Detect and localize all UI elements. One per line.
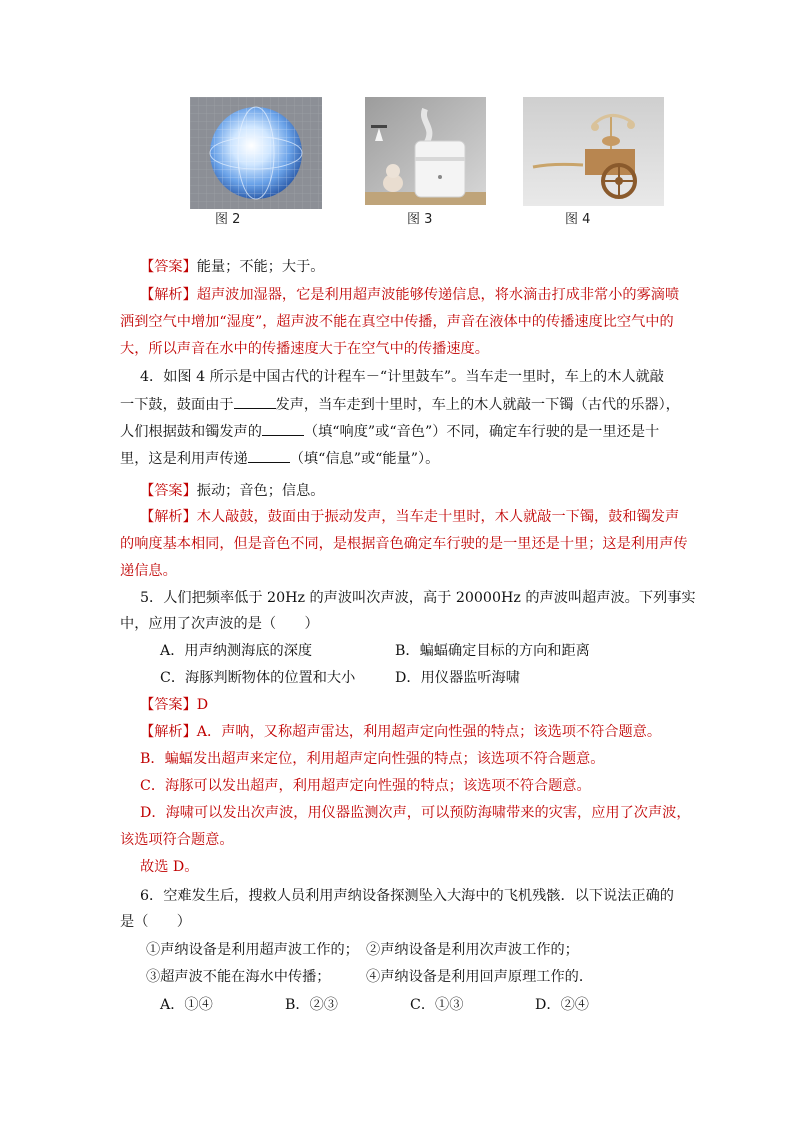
q3-answer-text: 能量；不能；大于。 xyxy=(196,259,325,275)
q4-answer xyxy=(140,481,324,501)
q4-explanation-line-3: 递信息。 xyxy=(120,563,177,579)
q4-blank-1 xyxy=(234,394,276,409)
q4-line-2-b: 发声，当车走到十里时，车上的木人就敲一下镯（古代的乐器）， xyxy=(275,397,680,413)
q5-expl-text-1: A．声呐，又称超声雷达，利用超声定向性强的特点；该选项不符合题意。 xyxy=(196,724,662,740)
q4-line-3-b: （填“响度”或“音色”）不同，确定车行驶的是一里还是十 xyxy=(303,424,660,440)
q5-conclusion: 故选 D。 xyxy=(140,859,199,875)
humidifier-icon xyxy=(365,97,486,205)
q5-answer xyxy=(140,695,208,715)
q5-stem-line-2: 中，应用了次声波的是（ ） xyxy=(120,616,319,632)
q3-explanation-line-2: 洒到空气中增加“湿度”，超声波不能在真空中传播，声音在液体中的传播速度比空气中的 xyxy=(120,314,674,330)
q6-option-b: B．②③ xyxy=(285,997,338,1013)
q4-line-2-a: 一下鼓，鼓面由于 xyxy=(120,397,234,413)
q5-answer-text: D xyxy=(196,697,209,713)
q5-explanation-line-1 xyxy=(140,722,661,742)
q6-option-a: A．①④ xyxy=(160,997,213,1013)
q4-blank-2 xyxy=(262,421,304,436)
q4-line-4-a: 里，这是利用声传递 xyxy=(120,451,248,467)
q5-option-d: D．用仪器监听海啸 xyxy=(395,670,520,686)
q6-statement-2: ②声纳设备是利用次声波工作的； xyxy=(366,942,579,958)
glowing-sphere-icon xyxy=(190,97,322,209)
q5-expl-tag: 【解析】 xyxy=(140,724,197,740)
q3-explanation-line-1 xyxy=(140,285,679,305)
q5-stem-line-1: 5．人们把频率低于 20Hz 的声波叫次声波，高于 20000Hz 的声波叫超声波。下列事实 xyxy=(140,590,696,606)
q3-answer-tag: 【答案】 xyxy=(140,259,197,275)
q4-expl-text-1: 木人敲鼓，鼓面由于振动发声，当车走十里时，木人就敲一下镯，鼓和镯发声 xyxy=(196,509,680,525)
q6-statement-4: ④声纳设备是利用回声原理工作的． xyxy=(366,969,594,985)
figure-3-caption: 图 3 xyxy=(407,212,433,227)
q4-explanation-line-2: 的响度基本相同，但是音色不同，是根据音色确定车行驶的是一里还是十里；这是利用声传 xyxy=(120,536,688,552)
q5-option-b: B．蝙蝠确定目标的方向和距离 xyxy=(395,643,590,659)
figure-2-caption: 图 2 xyxy=(215,212,241,227)
q3-explanation-line-3: 大，所以声音在水中的传播速度大于在空气中的传播速度。 xyxy=(120,341,489,357)
q6-option-c: C．①③ xyxy=(410,997,464,1013)
q6-stem-line-2: 是（ ） xyxy=(120,914,191,930)
q6-statement-3: ③超声波不能在海水中传播； xyxy=(146,969,331,985)
q5-option-a: A．用声纳测海底的深度 xyxy=(160,643,313,659)
q4-answer-tag: 【答案】 xyxy=(140,483,197,499)
q4-explanation-line-1 xyxy=(140,507,679,527)
q4-answer-text: 振动；音色；信息。 xyxy=(196,483,325,499)
q6-stem-line-1: 6．空难发生后，搜救人员利用声纳设备探测坠入大海中的飞机残骸．以下说法正确的 xyxy=(140,888,674,904)
figure-4-caption: 图 4 xyxy=(565,212,591,227)
figure-4 xyxy=(523,97,664,206)
q4-line-4-b: （填“信息”或“能量”）。 xyxy=(289,451,440,467)
drum-carriage-icon xyxy=(523,97,664,206)
q6-option-d: D．②④ xyxy=(535,997,589,1013)
figure-2 xyxy=(190,97,322,209)
q6-statement-1: ①声纳设备是利用超声波工作的； xyxy=(146,942,359,958)
q5-explanation-line-2: B．蝙蝠发出超声来定位，利用超声定向性强的特点；该选项不符合题意。 xyxy=(140,751,605,767)
q5-explanation-line-4: D．海啸可以发出次声波，用仪器监测次声，可以预防海啸带来的灾害，应用了次声波， xyxy=(140,805,691,821)
q3-expl-text-1: 超声波加湿器，它是利用超声波能够传递信息，将水滴击打成非常小的雾滴喷 xyxy=(196,287,680,303)
q4-line-3 xyxy=(120,421,659,442)
q5-explanation-line-3: C．海豚可以发出超声，利用超声定向性强的特点；该选项不符合题意。 xyxy=(140,778,591,794)
q4-line-3-a: 人们根据鼓和镯发声的 xyxy=(120,424,262,440)
figure-3 xyxy=(365,97,486,205)
q4-blank-3 xyxy=(248,448,290,463)
q5-answer-tag: 【答案】 xyxy=(140,697,197,713)
q4-line-1: 4．如图 4 所示是中国古代的计程车－“计里鼓车”。当车走一里时，车上的木人就敲 xyxy=(140,369,664,385)
q4-line-2 xyxy=(120,394,680,415)
q4-line-4 xyxy=(120,448,439,469)
q3-expl-tag: 【解析】 xyxy=(140,287,197,303)
q4-expl-tag: 【解析】 xyxy=(140,509,197,525)
q5-explanation-line-5: 该选项符合题意。 xyxy=(120,832,234,848)
q3-answer xyxy=(140,257,324,277)
q5-option-c: C．海豚判断物体的位置和大小 xyxy=(160,670,356,686)
